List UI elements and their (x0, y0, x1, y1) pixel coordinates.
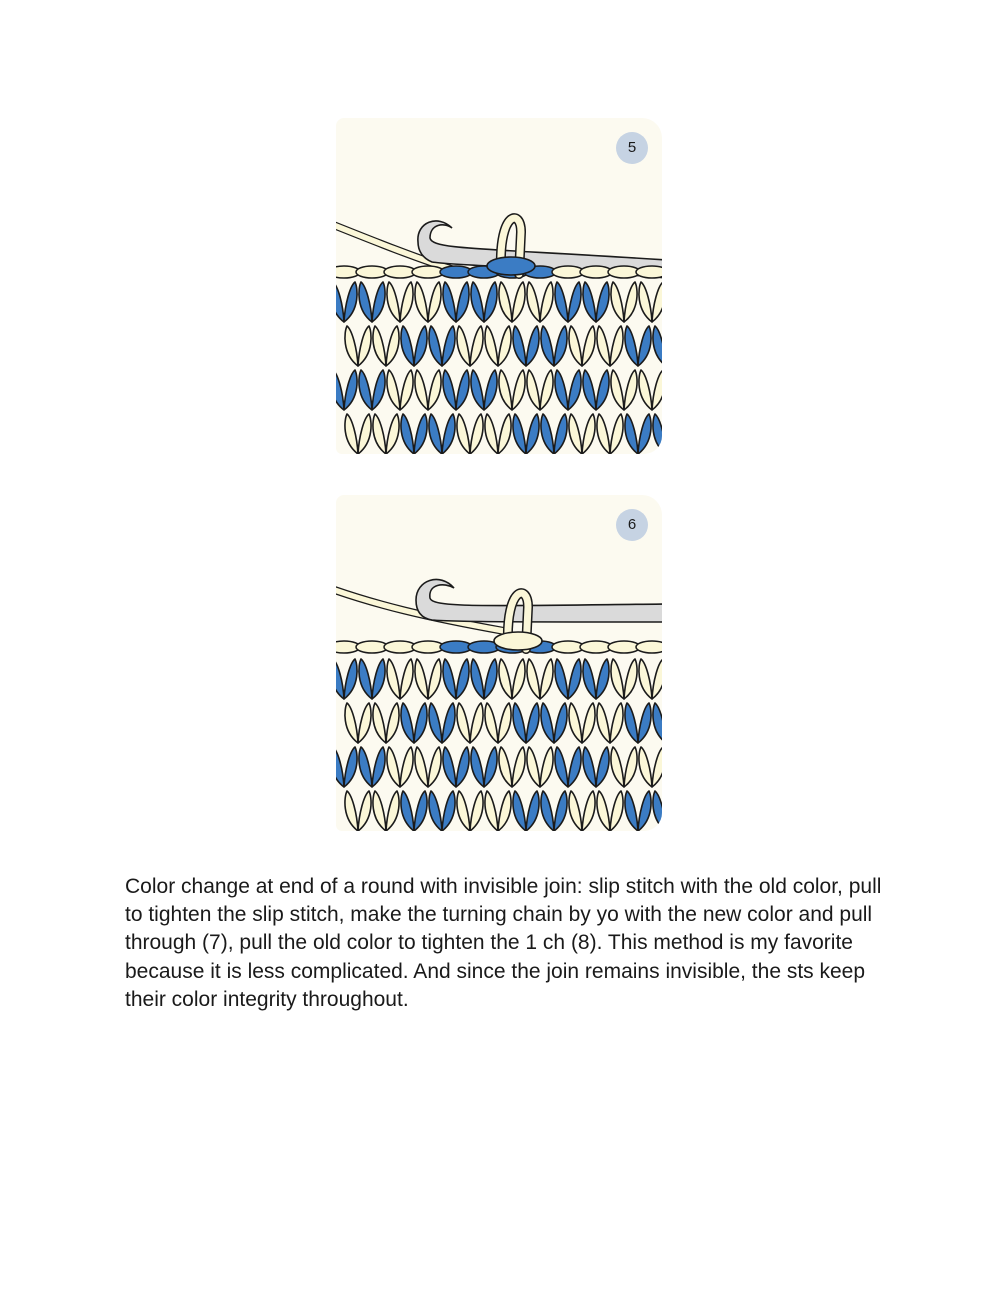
stitch-left-leg (336, 659, 344, 699)
stitch-right-leg (400, 282, 413, 322)
stitch-right-leg (582, 326, 595, 366)
stitch-right-leg (568, 747, 581, 787)
stitch-left-leg (625, 791, 638, 831)
stitch-left-leg (639, 370, 652, 410)
knot-loop (494, 632, 542, 650)
stitch-right-leg (372, 370, 385, 410)
step-number-badge: 6 (616, 509, 648, 541)
stitch-left-leg (499, 747, 512, 787)
stitch-left-leg (457, 703, 470, 743)
top-chain-loop (440, 641, 472, 653)
stitch-left-leg (485, 414, 498, 454)
stitch-right-leg (358, 703, 371, 743)
stitch-left-leg (387, 747, 400, 787)
stitch-right-leg (400, 747, 413, 787)
stitch-right-leg (512, 747, 525, 787)
stitch-right-leg (652, 747, 662, 787)
stitch-right-leg (470, 326, 483, 366)
stitch-group (336, 218, 662, 454)
stitch-right-leg (624, 370, 637, 410)
stitch-left-leg (583, 370, 596, 410)
stitch-left-leg (583, 659, 596, 699)
stitch-right-leg (638, 326, 651, 366)
stitch-right-leg (596, 282, 609, 322)
stitch-right-leg (386, 791, 399, 831)
top-chain-loop (412, 641, 444, 653)
stitch-right-leg (498, 703, 511, 743)
stitch-left-leg (359, 747, 372, 787)
stitch-right-leg (358, 791, 371, 831)
stitch-right-leg (596, 659, 609, 699)
stitch-right-leg (526, 791, 539, 831)
stitch-right-leg (442, 414, 455, 454)
stitch-right-leg (498, 414, 511, 454)
stitch-left-leg (611, 659, 624, 699)
stitch-right-leg (554, 326, 567, 366)
stitch-right-leg (456, 659, 469, 699)
stitch-right-leg (456, 747, 469, 787)
stitch-left-leg (541, 414, 554, 454)
stitch-right-leg (652, 659, 662, 699)
stitch-left-leg (611, 747, 624, 787)
stitch-right-leg (512, 282, 525, 322)
stitch-left-leg (485, 703, 498, 743)
stitch-right-leg (498, 791, 511, 831)
stitch-right-leg (526, 326, 539, 366)
stitch-left-leg (653, 791, 662, 831)
stitch-right-leg (372, 659, 385, 699)
stitch-right-leg (414, 791, 427, 831)
stitch-left-leg (597, 326, 610, 366)
top-chain-loop (608, 641, 640, 653)
stitch-left-leg (555, 659, 568, 699)
stitch-left-leg (639, 747, 652, 787)
stitch-left-leg (541, 703, 554, 743)
stitch-left-leg (443, 370, 456, 410)
stitch-right-leg (596, 370, 609, 410)
stitch-right-leg (526, 703, 539, 743)
top-chain-loop (636, 641, 662, 653)
stitch-right-leg (582, 791, 595, 831)
stitch-right-leg (610, 791, 623, 831)
stitch-right-leg (540, 282, 553, 322)
top-chain-loop (580, 641, 612, 653)
crochet-hook (416, 579, 662, 622)
stitch-right-leg (624, 659, 637, 699)
stitch-right-leg (582, 703, 595, 743)
stitch-left-leg (527, 370, 540, 410)
top-chain-loop (552, 641, 584, 653)
stitch-right-leg (568, 659, 581, 699)
top-chain-loop (636, 266, 662, 278)
stitch-left-leg (401, 791, 414, 831)
stitch-right-leg (400, 659, 413, 699)
stitch-right-leg (624, 747, 637, 787)
stitch-left-leg (415, 370, 428, 410)
stitch-left-leg (345, 703, 358, 743)
stitch-right-leg (414, 326, 427, 366)
stitch-left-leg (471, 282, 484, 322)
stitch-left-leg (639, 659, 652, 699)
top-chain-loop (552, 266, 584, 278)
stitch-left-leg (443, 659, 456, 699)
instruction-caption: Color change at end of a round with invisible join: slip stitch with the old color, pull to tighten the slip stitch, make the turning chain by yo with the new color and pull through (7), pull the old color to tighten the 1 ch (8). This method is my favorite because it is less complicated. And since the join remains invisible, the sts keep their color integrity throughout. (125, 875, 882, 1011)
top-chain-loop (384, 641, 416, 653)
crochet-stitch-drawing (336, 495, 662, 831)
stitch-right-leg (400, 370, 413, 410)
stitch-right-leg (386, 703, 399, 743)
stitch-left-leg (513, 791, 526, 831)
stitch-right-leg (358, 326, 371, 366)
stitch-right-leg (470, 791, 483, 831)
stitch-left-leg (527, 282, 540, 322)
stitch-left-leg (499, 370, 512, 410)
stitch-right-leg (456, 282, 469, 322)
stitch-left-leg (387, 370, 400, 410)
stitch-left-leg (513, 414, 526, 454)
stitch-right-leg (484, 747, 497, 787)
stitch-right-leg (414, 703, 427, 743)
stitch-left-leg (415, 282, 428, 322)
stitch-right-leg (372, 747, 385, 787)
stitch-left-leg (345, 326, 358, 366)
stitch-right-leg (610, 326, 623, 366)
stitch-right-leg (568, 282, 581, 322)
stitch-left-leg (336, 747, 344, 787)
stitch-left-leg (373, 791, 386, 831)
top-chain-loop (412, 266, 444, 278)
stitch-left-leg (625, 326, 638, 366)
stitch-right-leg (554, 414, 567, 454)
stitch-right-leg (652, 370, 662, 410)
step-number-badge: 5 (616, 132, 648, 164)
stitch-left-leg (471, 747, 484, 787)
stitch-right-leg (386, 414, 399, 454)
stitch-left-leg (373, 414, 386, 454)
stitch-left-leg (569, 703, 582, 743)
top-chain-loop (608, 266, 640, 278)
stitch-left-leg (569, 326, 582, 366)
stitch-left-leg (625, 703, 638, 743)
stitch-right-leg (442, 703, 455, 743)
stitch-left-leg (415, 747, 428, 787)
stitch-right-leg (428, 659, 441, 699)
crochet-stitch-drawing (336, 118, 662, 454)
stitch-left-leg (597, 414, 610, 454)
stitch-left-leg (597, 703, 610, 743)
stitch-left-leg (401, 414, 414, 454)
stitch-right-leg (568, 370, 581, 410)
stitch-left-leg (485, 326, 498, 366)
stitch-right-leg (512, 659, 525, 699)
stitch-right-leg (596, 747, 609, 787)
stitch-left-leg (611, 370, 624, 410)
stitch-right-leg (484, 282, 497, 322)
stitch-left-leg (429, 414, 442, 454)
stitch-right-leg (554, 703, 567, 743)
stitch-left-leg (401, 326, 414, 366)
stitch-left-leg (485, 791, 498, 831)
stitch-left-leg (387, 282, 400, 322)
top-chain-loop (580, 266, 612, 278)
stitch-left-leg (597, 791, 610, 831)
stitch-right-leg (414, 414, 427, 454)
stitch-right-leg (526, 414, 539, 454)
stitch-left-leg (336, 282, 344, 322)
stitch-right-leg (638, 791, 651, 831)
stitch-right-leg (442, 326, 455, 366)
stitch-left-leg (457, 326, 470, 366)
stitch-right-leg (610, 414, 623, 454)
step-5-illustration (336, 118, 662, 454)
stitch-left-leg (457, 414, 470, 454)
stitch-left-leg (653, 414, 662, 454)
stitch-left-leg (527, 747, 540, 787)
stitch-right-leg (540, 659, 553, 699)
stitch-right-leg (484, 370, 497, 410)
stitch-right-leg (484, 659, 497, 699)
stitch-left-leg (429, 703, 442, 743)
stitch-left-leg (373, 326, 386, 366)
stitch-left-leg (569, 791, 582, 831)
stitch-right-leg (428, 282, 441, 322)
knot-loop (487, 257, 535, 275)
stitch-left-leg (555, 282, 568, 322)
stitch-left-leg (373, 703, 386, 743)
stitch-left-leg (345, 791, 358, 831)
stitch-right-leg (372, 282, 385, 322)
stitch-right-leg (638, 414, 651, 454)
stitch-left-leg (513, 703, 526, 743)
stitch-left-leg (401, 703, 414, 743)
stitch-left-leg (499, 282, 512, 322)
stitch-right-leg (344, 370, 357, 410)
top-chain-loop (440, 266, 472, 278)
stitch-left-leg (583, 747, 596, 787)
stitch-right-leg (344, 659, 357, 699)
stitch-right-leg (624, 282, 637, 322)
stitch-left-leg (639, 282, 652, 322)
stitch-right-leg (386, 326, 399, 366)
stitch-right-leg (344, 747, 357, 787)
stitch-left-leg (541, 326, 554, 366)
stitch-right-leg (470, 703, 483, 743)
top-chain-loop (356, 641, 388, 653)
stitch-right-leg (428, 747, 441, 787)
stitch-left-leg (513, 326, 526, 366)
top-chain-loop (384, 266, 416, 278)
stitch-left-leg (359, 659, 372, 699)
stitch-right-leg (540, 370, 553, 410)
stitch-left-leg (653, 703, 662, 743)
stitch-right-leg (582, 414, 595, 454)
step-6-illustration (336, 495, 662, 831)
stitch-right-leg (638, 703, 651, 743)
stitch-right-leg (442, 791, 455, 831)
stitch-left-leg (429, 791, 442, 831)
stitch-left-leg (443, 282, 456, 322)
stitch-right-leg (358, 414, 371, 454)
stitch-right-leg (554, 791, 567, 831)
stitch-left-leg (527, 659, 540, 699)
stitch-left-leg (429, 326, 442, 366)
stitch-right-leg (344, 282, 357, 322)
stitch-left-leg (569, 414, 582, 454)
stitch-right-leg (540, 747, 553, 787)
stitch-left-leg (555, 370, 568, 410)
top-chain-loop (356, 266, 388, 278)
stitch-left-leg (653, 326, 662, 366)
stitch-left-leg (541, 791, 554, 831)
stitch-right-leg (498, 326, 511, 366)
stitch-group (336, 579, 662, 831)
stitch-right-leg (652, 282, 662, 322)
stitch-right-leg (470, 414, 483, 454)
stitch-left-leg (345, 414, 358, 454)
stitch-right-leg (512, 370, 525, 410)
stitch-left-leg (443, 747, 456, 787)
stitch-left-leg (555, 747, 568, 787)
stitch-left-leg (359, 370, 372, 410)
stitch-left-leg (336, 370, 344, 410)
stitch-left-leg (611, 282, 624, 322)
stitch-right-leg (610, 703, 623, 743)
stitch-left-leg (625, 414, 638, 454)
stitch-right-leg (456, 370, 469, 410)
stitch-left-leg (415, 659, 428, 699)
stitch-left-leg (499, 659, 512, 699)
stitch-left-leg (471, 659, 484, 699)
stitch-left-leg (387, 659, 400, 699)
stitch-right-leg (428, 370, 441, 410)
stitch-left-leg (457, 791, 470, 831)
stitch-left-leg (471, 370, 484, 410)
stitch-left-leg (359, 282, 372, 322)
stitch-left-leg (583, 282, 596, 322)
